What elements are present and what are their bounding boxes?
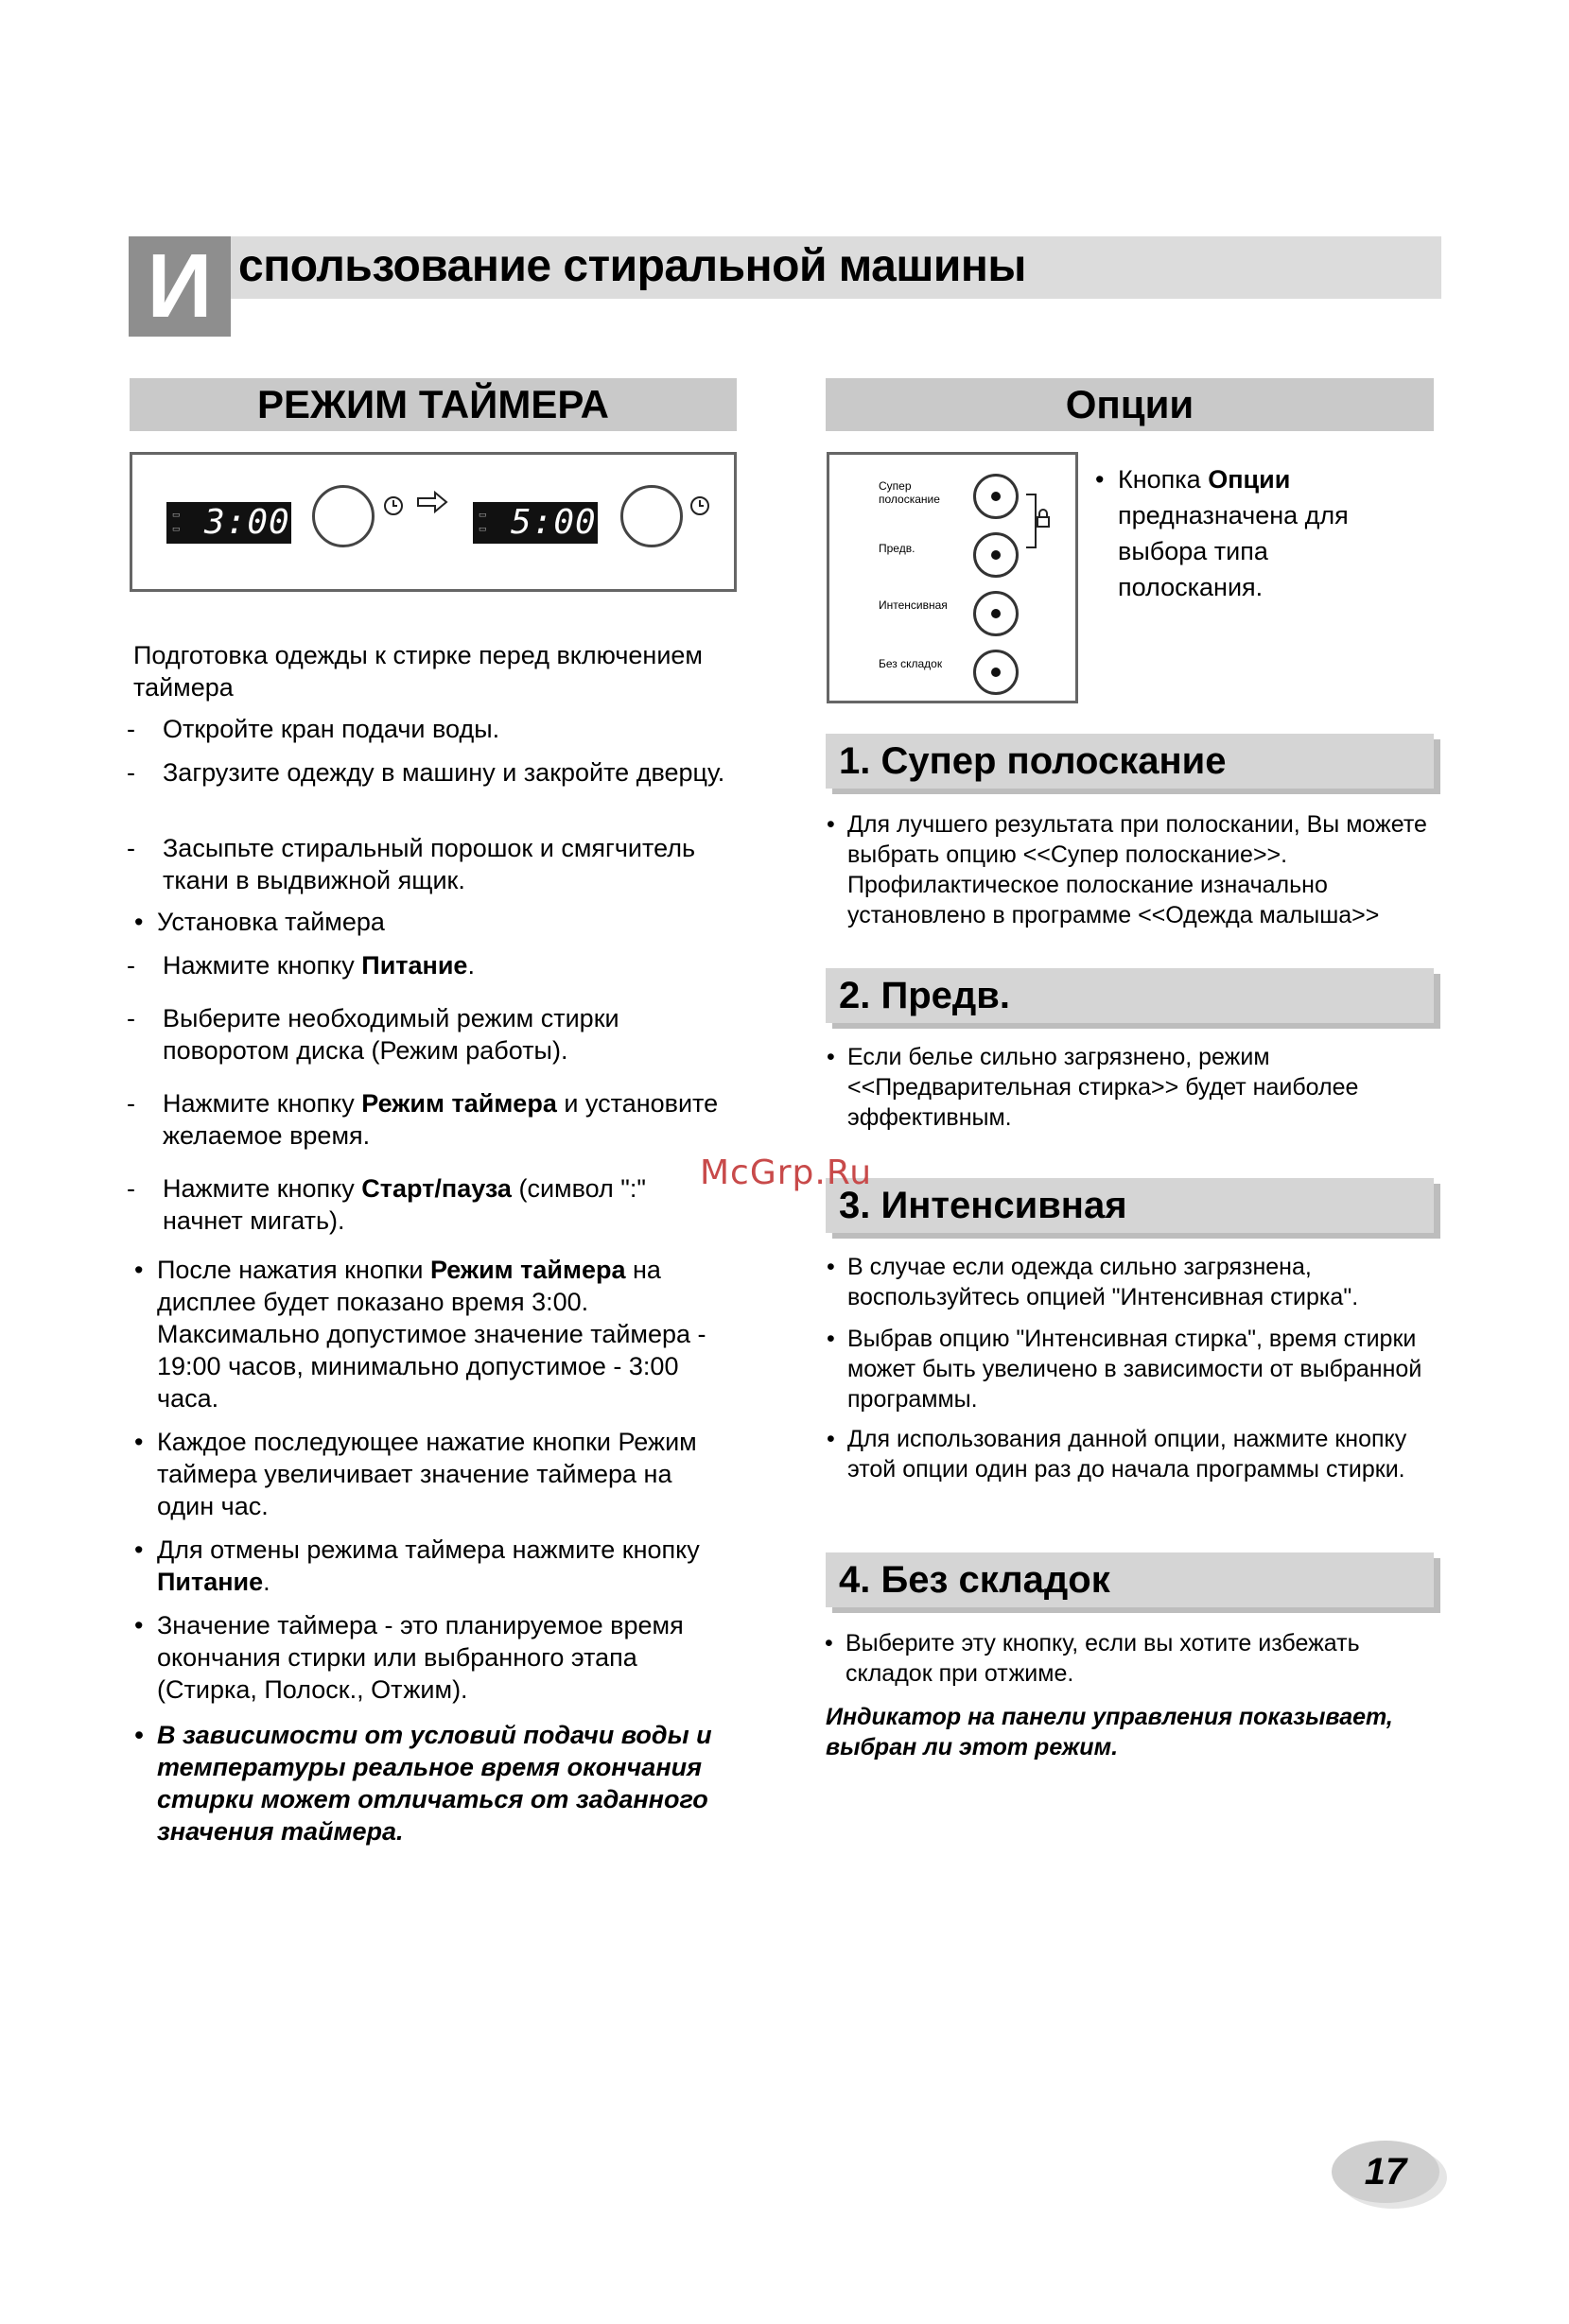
child-lock-icon bbox=[1022, 483, 1051, 559]
clock-icon bbox=[689, 494, 711, 517]
indicator-note: Индикатор на панели управления показывает, выбран ли этот режим. bbox=[826, 1704, 1393, 1760]
timer-dial-icon bbox=[312, 485, 375, 547]
clock-icon bbox=[382, 494, 405, 517]
timer-note: • Значение таймера - это планируемое время окончания стирки или выбранного этапа (Стирка, Полоск., Отжим). bbox=[157, 1609, 724, 1706]
option-bullet: • В случае если одежда сильно загрязнена, воспользуйтесь опцией "Интенсивная стирка". bbox=[847, 1252, 1462, 1312]
timer-warning: • В зависимости от условий подачи воды и температуры реальное время окончания стирки может отличаться от заданного значения таймера. bbox=[157, 1719, 743, 1847]
setup-step: - Нажмите кнопку Старт/пауза (символ ":" начнет мигать). bbox=[163, 1172, 730, 1237]
timer-section-header: РЕЖИМ ТАЙМЕРА bbox=[130, 378, 737, 431]
display-after: ▭ ▭ 5:00 bbox=[473, 502, 598, 544]
option-bullet: • Выберите эту кнопку, если вы хотите избежать складок при отжиме. bbox=[846, 1628, 1451, 1689]
display-before: ▭ ▭ 3:00 bbox=[166, 502, 291, 544]
timer-note: • Для отмены режима таймера нажмите кнопку Питание. bbox=[157, 1534, 724, 1598]
panel-label: Без складок bbox=[879, 657, 943, 670]
options-intro: • Кнопка Опции предназначена для выбора типа полоскания. bbox=[1118, 461, 1411, 605]
panel-label: Интенсивная bbox=[879, 598, 948, 612]
option-header-intensive: 3. Интенсивная bbox=[826, 1178, 1434, 1233]
setup-title: • Установка таймера bbox=[157, 906, 724, 938]
setup-step: - Выберите необходимый режим стирки поворотом диска (Режим работы). bbox=[163, 1002, 730, 1067]
watermark: McGrp.Ru bbox=[700, 1153, 873, 1192]
title-initial: И bbox=[129, 236, 231, 337]
option-bullet: • Выбрав опцию "Интенсивная стирка", время стирки может быть увеличено в зависимости от выбранной программы. bbox=[847, 1324, 1434, 1414]
option-bullet: • Для лучшего результата при полоскании, Вы можете выбрать опцию <<Супер полоскание>>. Профилактическое полоскание изначально установлено в программе <<Одежда малыша>> bbox=[847, 809, 1462, 930]
timer-dial-icon bbox=[620, 485, 683, 547]
prewash-button-icon bbox=[973, 532, 1019, 578]
option-header-super-rinse: 1. Супер полоскание bbox=[826, 734, 1434, 789]
no-crease-button-icon bbox=[973, 650, 1019, 695]
options-panel-illustration bbox=[827, 452, 1078, 703]
timer-note: • Каждое последующее нажатие кнопки Режим таймера увеличивает значение таймера на один час. bbox=[157, 1426, 724, 1522]
timer-intro: Подготовка одежды к стирке перед включением таймера bbox=[133, 641, 703, 702]
option-bullet: • Для использования данной опции, нажмите кнопку этой опции один раз до начала программы стирки. bbox=[847, 1424, 1434, 1484]
options-section-header: Опции bbox=[826, 378, 1434, 431]
setup-step: - Нажмите кнопку Питание. bbox=[163, 949, 730, 981]
step-item: - Откройте кран подачи воды. bbox=[163, 713, 730, 745]
page-number: 17 bbox=[1332, 2141, 1439, 2203]
panel-label: Предв. bbox=[879, 542, 915, 555]
super-rinse-button-icon bbox=[973, 474, 1019, 519]
step-item: - Загрузите одежду в машину и закройте дверцу. bbox=[163, 756, 730, 789]
arrow-right-icon bbox=[416, 491, 448, 513]
timer-illustration bbox=[130, 452, 737, 592]
intensive-button-icon bbox=[973, 591, 1019, 636]
page-title: спользование стиральной машины bbox=[238, 241, 1026, 291]
option-bullet: • Если белье сильно загрязнено, режим <<Предварительная стирка>> будет наиболее эффективным. bbox=[847, 1042, 1377, 1133]
timer-note: • После нажатия кнопки Режим таймера на дисплее будет показано время 3:00. Максимально допустимое значение таймера - 19:00 часов, минимально допустимое - 3:00 часа. bbox=[157, 1254, 724, 1414]
step-item: - Засыпьте стиральный порошок и смягчитель ткани в выдвижной ящик. bbox=[163, 832, 730, 896]
panel-label: Супер полоскание bbox=[879, 479, 940, 506]
option-header-prewash: 2. Предв. bbox=[826, 968, 1434, 1023]
option-header-no-crease: 4. Без складок bbox=[826, 1552, 1434, 1607]
setup-step: - Нажмите кнопку Режим таймера и установите желаемое время. bbox=[163, 1087, 730, 1152]
